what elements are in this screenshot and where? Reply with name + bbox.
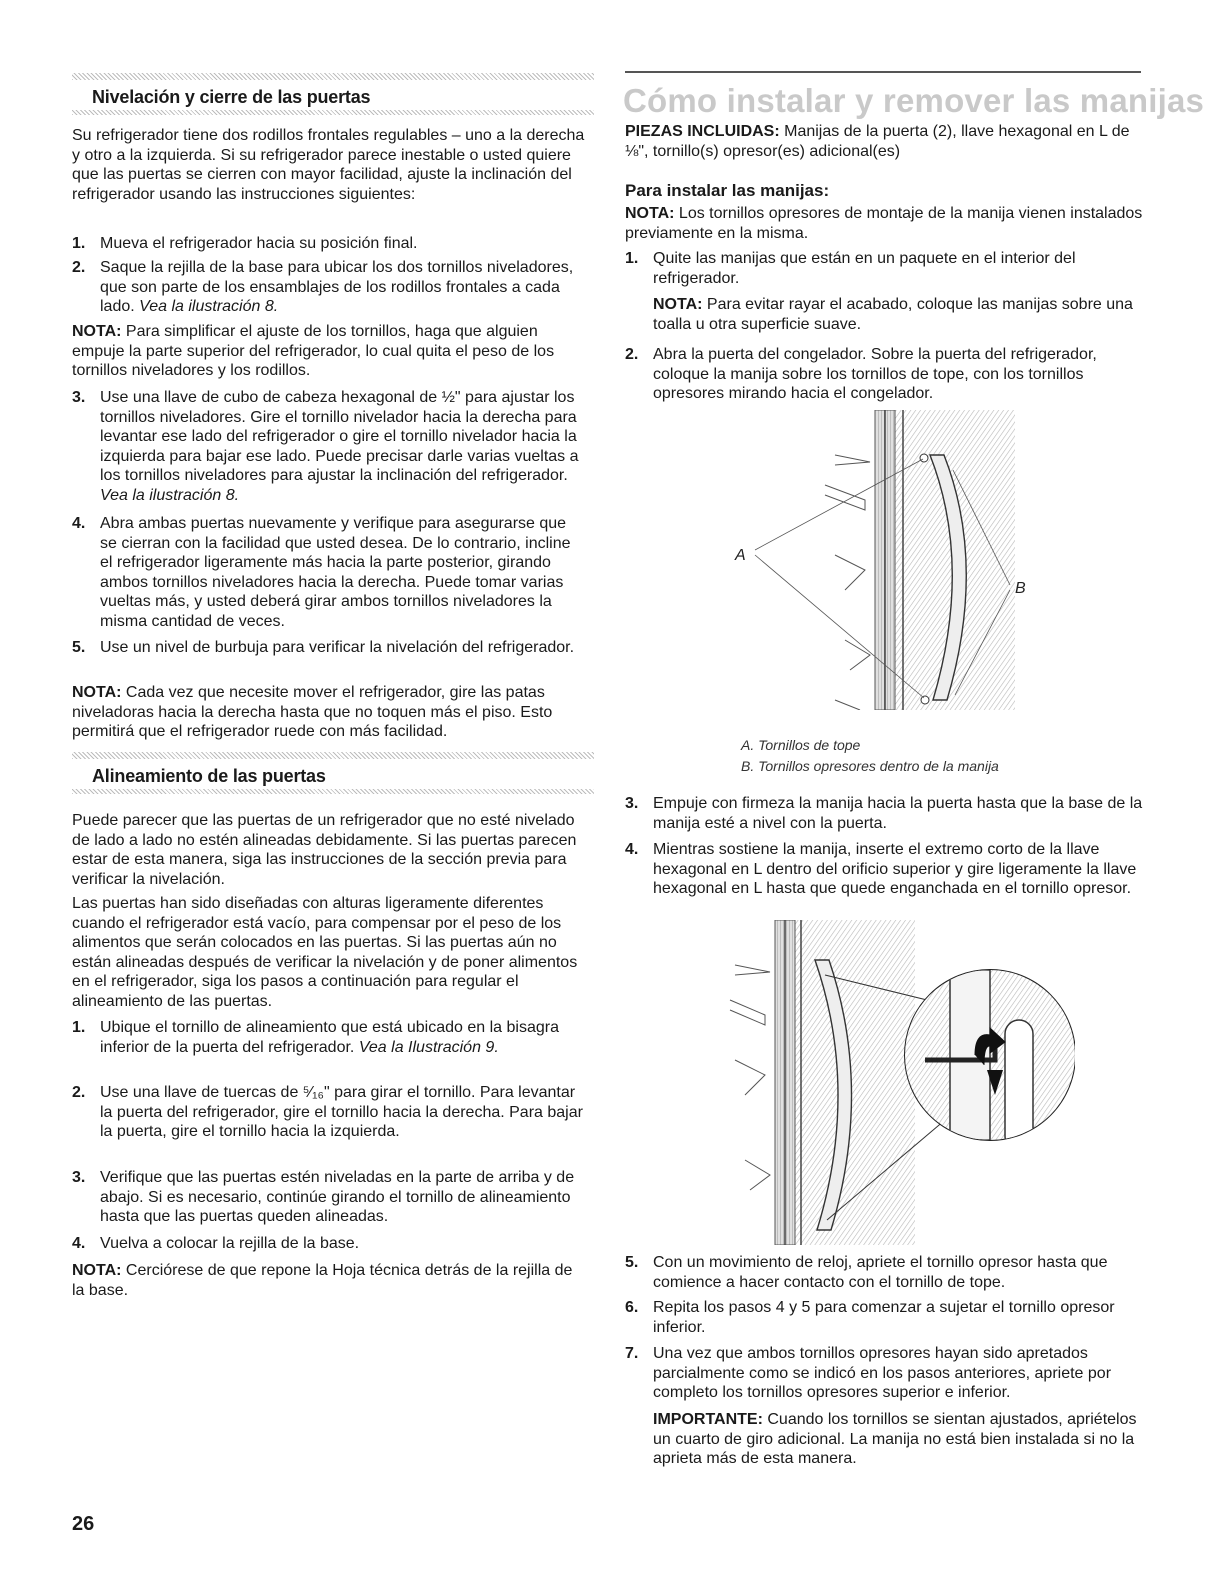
label-b: B (1015, 580, 1026, 597)
alignment-para: Las puertas han sido diseñadas con alturas ligeramente diferentes cuando el refrigerador está vacío, para compensar por el peso de los alimentos que serán colocados en las puertas. Si las puertas aún no están alineadas después de verificar la nivelación y de poner alimentos en el refrigerador, siga los pasos a continuación para regular el alineamiento de las puertas. (72, 895, 578, 1010)
leveling-note: NOTA: Para simplificar el ajuste de los tornillos, haga que alguien empuje la parte superior del refrigerador, lo cual quita el peso de los tornillos niveladores y los rodillos. (72, 323, 555, 380)
parts-included: PIEZAS INCLUIDAS: Manijas de la puerta (2), llave hexagonal en L de ⅛", tornillo(s) opresor(es) adicional(es) (625, 123, 1130, 160)
handle-illustration-1 (725, 410, 1055, 710)
illustration-reference: Vea la ilustración 8. (100, 486, 240, 504)
figure-caption: A. Tornillos de tope (741, 737, 861, 753)
page-title: Cómo instalar y remover las manijas (623, 82, 1205, 119)
step-text: Ubique el tornillo de alineamiento que está ubicado en la bisagra inferior de la puerta del refrigerador. (100, 1019, 559, 1056)
section-divider (72, 110, 594, 115)
top-rule (625, 71, 1141, 73)
step-text: Saque la rejilla de la base para ubicar los dos tornillos niveladores, que son parte de los ensamblajes de los rodillos frontales a cada lado. (100, 259, 574, 316)
leveling-note: NOTA: Cada vez que necesite mover el refrigerador, gire las patas niveladoras hacia la derecha hasta que no toquen más el piso. Esto permitirá que el refrigerador ruede con más facilidad. (72, 684, 553, 741)
section-divider (72, 752, 594, 759)
section-divider (72, 73, 594, 80)
illustration-reference: Vea la Ilustración 9. (358, 1038, 499, 1056)
top-screw-icon (920, 454, 928, 462)
bottom-screw-icon (921, 696, 929, 704)
alignment-para: Puede parecer que las puertas de un refrigerador que no esté nivelado de lado a lado no estén alineadas debidamente. Si las puertas parecen estar de esta manera, siga las instrucciones de la sección previa para verificar la nivelación. (72, 812, 577, 888)
page-number: 26 (72, 1513, 95, 1535)
install-note: NOTA: Los tornillos opresores de montaje de la manija vienen instalados previamente en la misma. (625, 205, 1143, 242)
handle-illustration-2 (705, 920, 1075, 1245)
section-divider (72, 789, 594, 794)
list-item: 2. Saque la rejilla de la base para ubicar los dos tornillos niveladores, que son parte de los ensamblajes de los rodillos frontales a cada lado. Vea la ilustración 8. (72, 259, 574, 316)
zoom-detail (905, 970, 1075, 1150)
figure-caption: B. Tornillos opresores dentro de la manija (741, 758, 999, 774)
list-item: 1. Quite las manijas que están en un paquete en el interior del refrigerador. (625, 250, 1076, 287)
alignment-note: NOTA: Cerciórese de que repone la Hoja técnica detrás de la rejilla de la base. (72, 1262, 573, 1299)
freezer-door-edge (730, 965, 770, 1190)
freezer-door-edge (825, 455, 870, 710)
step-note: NOTA: Para evitar rayar el acabado, coloque las manijas sobre una toalla u otra superficie suave. (653, 296, 1133, 333)
illustration-reference: Vea la ilustración 8. (139, 298, 279, 316)
important-note: IMPORTANTE: Cuando los tornillos se sientan ajustados, apriételos un cuarto de giro adicional. La manija no está bien instalada si no la aprieta más de esta manera. (653, 1411, 1137, 1468)
leveling-heading: Nivelación y cierre de las puertas (92, 87, 371, 107)
label-a: A (735, 547, 746, 564)
step-text: Use una llave de cubo de cabeza hexagonal de ½" para ajustar los tornillos niveladores. Gire el tornillo nivelador hacia la derecha para levantar ese lado del refrigerador o gire el tornillo nivelador hacia la izquierda para bajar ese lado. Puede precisar darle varias vueltas a los tornillos niveladores para ajustar la inclinación del refrigerador. (100, 389, 579, 485)
install-heading: Para instalar las manijas: (625, 181, 830, 200)
alignment-heading: Alineamiento de las puertas (92, 766, 326, 786)
leveling-intro: Su refrigerador tiene dos rodillos frontales regulables – uno a la derecha y otro a la izquierda. Si su refrigerador parece inestable o usted quiere que las puertas se cierren con mayor facilidad, ajuste la inclinación del refrigerador usando las instrucciones siguientes: (72, 127, 585, 203)
